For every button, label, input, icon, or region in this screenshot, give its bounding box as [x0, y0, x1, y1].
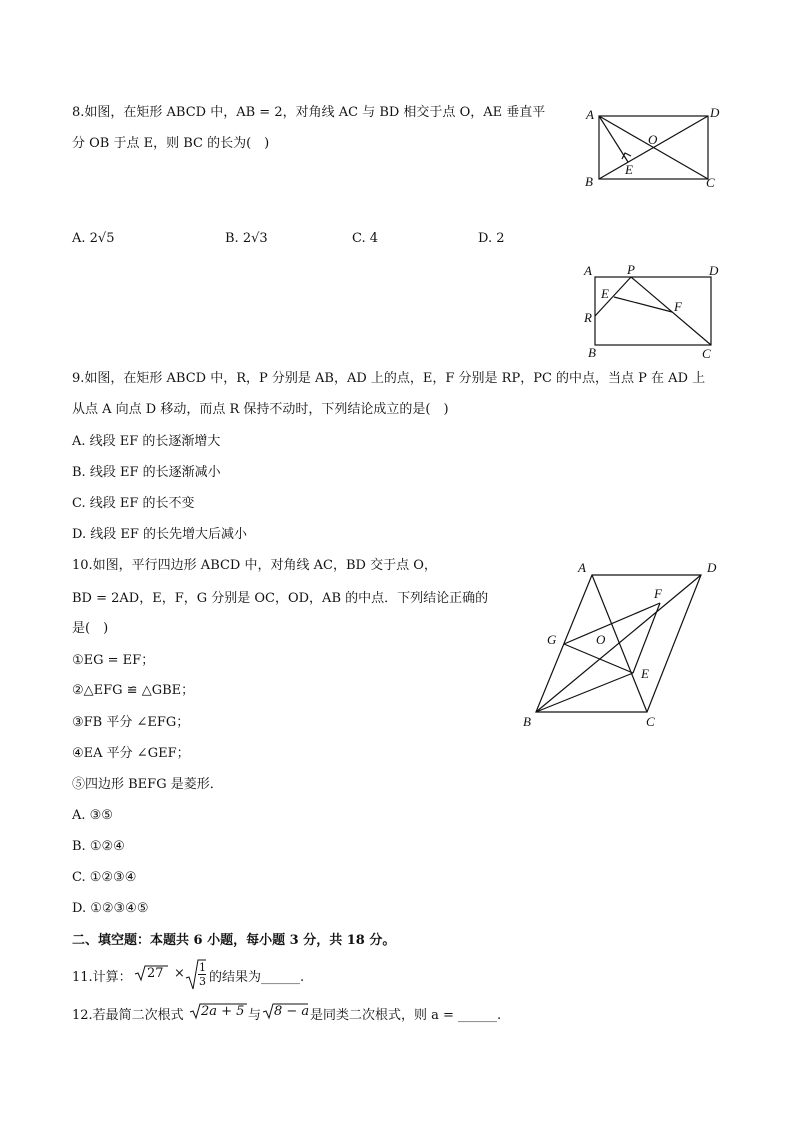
q8-label-d: D	[710, 105, 720, 120]
q9-label-d: D	[709, 263, 719, 278]
q9-stem-line2: 从点 A 向点 D 移动，而点 R 保持不动时，下列结论成立的是( )	[72, 402, 449, 417]
q8-stem-line2: 分 OB 于点 E，则 BC 的长为( )	[72, 136, 270, 151]
q10-label-e: E	[641, 666, 649, 681]
q11-prefix: 11.计算：	[72, 970, 132, 985]
q11-line	[72, 960, 492, 990]
q8-option-b: B. 2√3	[225, 231, 268, 246]
q10-statement-2: ②△EFG ≌ △GBE；	[72, 683, 195, 698]
q10-option-b: B. ①②④	[72, 839, 125, 854]
q10-segment-ge	[564, 644, 633, 673]
q9-label-f: F	[674, 299, 682, 314]
q10-label-g: G	[547, 632, 557, 647]
q9-option-a: A. 线段 EF 的长逐渐增大	[72, 434, 221, 449]
q10-statement-5: ⑤四边形 BEFG 是菱形．	[72, 777, 223, 792]
q9-label-e: E	[601, 286, 609, 301]
q11-suffix: 的结果为______.	[209, 970, 305, 985]
q8-option-d: D. 2	[478, 231, 505, 246]
q10-figure	[516, 560, 736, 730]
q9-label-p: P	[627, 262, 635, 277]
q10-label-o: O	[596, 632, 606, 647]
q10-label-a: A	[578, 560, 586, 575]
q10-statement-1: ①EG = EF；	[72, 653, 155, 668]
q8-label-c: C	[706, 175, 715, 190]
q9-label-c: C	[702, 346, 711, 360]
q10-segment-ef	[633, 603, 660, 673]
q12-radicand-2: 8 − a	[274, 1004, 310, 1019]
q10-diagonal-bd	[536, 575, 701, 712]
q12-prefix: 12.若最简二次根式	[72, 1008, 184, 1023]
section-heading-fill-in: 二、填空题：本题共 6 小题，每小题 3 分，共 18 分。	[72, 933, 396, 948]
q8-stem-line1: 8.如图，在矩形 ABCD 中，AB = 2，对角线 AC 与 BD 相交于点 O，AE 垂直平	[72, 105, 546, 120]
q9-label-b: B	[588, 345, 596, 360]
q10-option-a: A. ③⑤	[72, 808, 113, 823]
q9-segment-pc	[631, 277, 711, 345]
q9-stem-line1: 9.如图，在矩形 ABCD 中，R，P 分别是 AB，AD 上的点，E，F 分别是 RP，PC 的中点，当点 P 在 AD 上	[72, 371, 706, 386]
q10-stem-line3: 是( )	[72, 621, 109, 636]
q12-line	[72, 1003, 522, 1023]
q12-suffix: 是同类二次根式，则 a = ______.	[310, 1008, 502, 1023]
q8-option-c: C. 4	[352, 231, 379, 246]
q11-radicand-1: 27	[147, 966, 164, 981]
q8-label-a: A	[586, 107, 594, 122]
q10-statement-4: ④EA 平分 ∠GEF；	[72, 746, 190, 761]
q10-label-c: C	[646, 714, 655, 729]
q10-label-f: F	[654, 586, 662, 601]
q10-stem-line1: 10.如图，平行四边形 ABCD 中，对角线 AC，BD 交于点 O，	[72, 558, 437, 573]
q10-label-d: D	[707, 560, 717, 575]
q8-option-a: A. 2√5	[72, 231, 115, 246]
q9-option-d: D. 线段 EF 的长先增大后减小	[72, 527, 247, 542]
q10-statement-3: ③FB 平分 ∠EFG；	[72, 715, 190, 730]
q10-stem-line2: BD = 2AD，E，F，G 分别是 OC，OD，AB 的中点．下列结论正确的	[72, 591, 489, 606]
q9-rectangle	[595, 277, 711, 345]
q8-figure	[580, 104, 740, 194]
q10-segment-be	[536, 673, 633, 712]
q11-times: ×	[174, 966, 185, 981]
q8-label-b: B	[585, 174, 593, 189]
q12-mid: 与	[248, 1008, 262, 1023]
q8-label-e: E	[625, 162, 633, 177]
q10-option-c: C. ①②③④	[72, 870, 137, 885]
q9-label-a: A	[584, 263, 592, 278]
q8-label-o: O	[648, 132, 658, 147]
q11-fraction-num: 1	[199, 961, 206, 974]
q11-fraction-den: 3	[199, 975, 206, 988]
q10-option-d: D. ①②③④⑤	[72, 901, 149, 916]
q9-option-b: B. 线段 EF 的长逐渐减小	[72, 465, 221, 480]
q10-label-b: B	[523, 714, 531, 729]
q12-radicand-1: 2a + 5	[201, 1004, 245, 1019]
q9-label-r: R	[584, 310, 592, 325]
q9-figure	[580, 260, 740, 360]
q9-option-c: C. 线段 EF 的长不变	[72, 496, 195, 511]
